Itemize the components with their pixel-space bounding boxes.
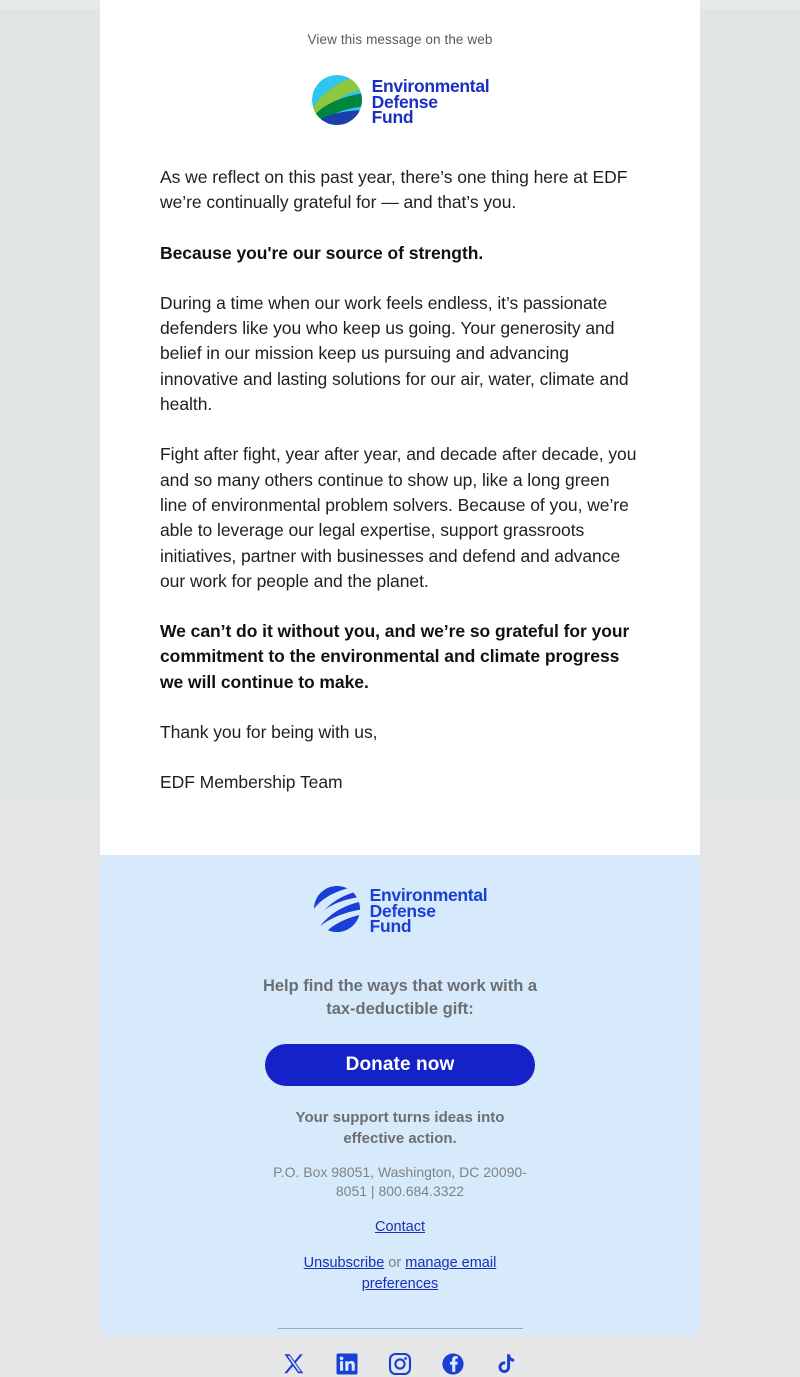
edf-logo-footer-wordmark	[369, 885, 488, 937]
email-footer	[100, 855, 700, 1335]
or-separator: or	[388, 1255, 402, 1271]
footer-heading: Help find the ways that work with a tax-deductible gift:	[262, 977, 538, 1018]
email-card	[100, 0, 700, 1335]
footer-address: P.O. Box 98051, Washington, DC 20090-8051 | 800.684.3322	[273, 1164, 527, 1199]
paragraph-source-of-strength: Because you're our source of strength.	[160, 242, 484, 263]
instagram-icon[interactable]	[387, 1351, 413, 1377]
edf-logo-footer-line-2: Defense	[369, 900, 436, 921]
header-logo-block	[100, 49, 700, 131]
edf-logo-line-2: Defense	[371, 91, 438, 112]
edf-logo-line-3: Fund	[371, 107, 414, 128]
unsubscribe-link-row	[275, 1253, 525, 1295]
edf-globe-icon-footer	[313, 885, 361, 938]
edf-logo-header[interactable]	[311, 74, 490, 131]
tiktok-icon[interactable]	[493, 1351, 519, 1377]
paragraph-signature: EDF Membership Team	[160, 772, 343, 793]
unsubscribe-link[interactable]: Unsubscribe	[303, 1255, 385, 1271]
footer-subheading: Your support turns ideas into effective action.	[295, 1109, 505, 1147]
contact-link-row	[100, 1217, 700, 1238]
footer-divider	[278, 1328, 523, 1329]
paragraph-cant-do-it-without-you: We can’t do it without you, and we’re so grateful for your commitment to the environmental and climate progress we will continue to make.	[160, 621, 630, 692]
paragraph-thank-you: Thank you for being with us,	[160, 722, 378, 743]
facebook-icon[interactable]	[440, 1351, 466, 1377]
edf-globe-icon	[311, 74, 363, 131]
contact-link[interactable]: Contact	[375, 1219, 425, 1235]
paragraph-passionate-defenders: During a time when our work feels endless, it’s passionate defenders like you who keep us going. Your generosity and belief in our mission keep us pursuing and advancing innovative and lasting solutions for our air, water, climate and health.	[160, 292, 629, 415]
email-content	[100, 165, 700, 796]
edf-logo-line-1: Environmental	[371, 76, 490, 97]
manage-email-preferences-link[interactable]: manage email preferences	[361, 1255, 497, 1292]
paragraph-intro: As we reflect on this past year, there’s one thing here at EDF we’re continually grateful for — and that’s you.	[160, 167, 628, 213]
edf-logo-footer[interactable]	[313, 885, 488, 938]
view-on-web-label: View this message on the web	[307, 32, 493, 47]
view-on-web-link[interactable]	[100, 0, 700, 49]
edf-logo-wordmark	[371, 76, 490, 128]
edf-logo-footer-line-3: Fund	[369, 916, 412, 937]
email-body	[100, 0, 700, 855]
paragraph-fight-after-fight: Fight after fight, year after year, and decade after decade, you and so many others continue to show up, like a long green line of environmental problem solvers. Because of you, we’re able to leverage our legal expertise, support grassroots initiatives, partner with businesses and defend and advance our work for people and the planet.	[160, 444, 637, 591]
social-links-row	[100, 1351, 700, 1377]
linkedin-icon[interactable]	[334, 1351, 360, 1377]
donate-now-button[interactable]: Donate now	[265, 1044, 535, 1086]
edf-logo-footer-line-1: Environmental	[369, 885, 488, 906]
x-twitter-icon[interactable]	[281, 1351, 307, 1377]
